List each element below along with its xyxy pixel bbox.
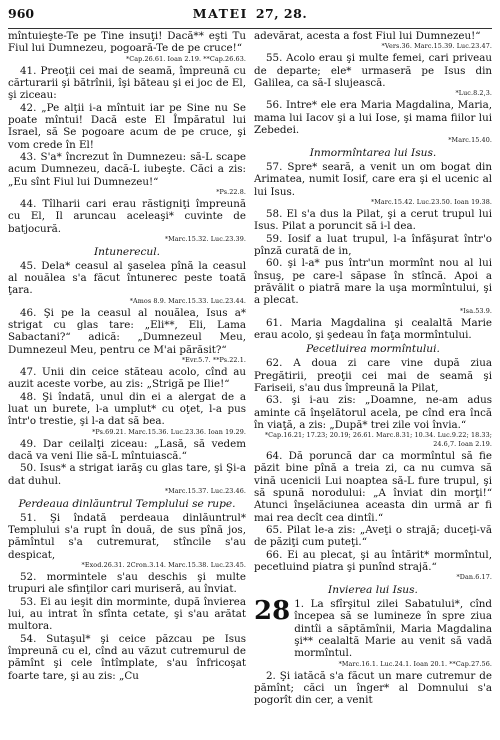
verse: 65. Pilat le-a zis: „Aveţi o strajă; duceţi-vă de păziţi cum puteţi.“ <box>254 524 492 549</box>
section-heading: Invierea lui Isus. <box>328 583 418 596</box>
cross-reference: *Vers.36. Marc.15.39. Luc.23.47. <box>381 42 492 51</box>
verse: 49. Dar ceilalţi ziceau: „Lasă, să vedem dacă va veni Ilie să-L mîntuiască.“ <box>8 437 246 463</box>
cross-reference: *Ps.22.8. <box>216 188 246 197</box>
verse: 64. Dă poruncă dar ca mormîntul să fie păzit bine pînă a treia zi, ca nu cumva să vină ucenicii Lui noaptea să-L fure trupul, şi să spună norodului: „A înviat din morţi!“ Atunci înşelăciunea aceasta din urmă ar fi mai rea decît cea dintîi.“ <box>254 449 492 524</box>
verse: 45. Dela* ceasul al şaselea pînă la ceasul al nouălea s'a făcut întunerec peste toată ţara. <box>8 259 246 297</box>
chapter-start <box>254 595 492 660</box>
verse: 50. Isus* a strigat iarăş cu glas tare, şi Şi-a dat duhul. <box>8 462 246 487</box>
section-heading: Perdeaua dinlăuntrul Templului se rupe. <box>18 497 236 510</box>
cross-reference: *Amos 8.9. Marc.15.33. Luc.23.44. <box>129 296 246 305</box>
verse: 44. Tîlharii cari erau răstigniţi împreună cu El, Il aruncau aceleaşi* cuvinte de batjocură. <box>8 198 246 235</box>
verse: 42. „Pe alţii i-a mîntuit iar pe Sine nu Se poate mîntui! Dacă este El Împăratul lui Israel, să Se pogoare acum de pe cruce, şi vom crede în El! <box>8 101 246 151</box>
cross-reference: *Evr.5.7. **Ps.22.1. <box>181 356 246 365</box>
cross-reference: *Marc.15.37. Luc.23.46. <box>164 487 246 496</box>
verse-continuation: adevărat, acesta a fost Fiul lui Dumnezeu!“ <box>254 30 481 42</box>
verse: 46. Şi pe la ceasul al nouălea, Isus a* strigat cu glas tare: „Eli**, Eli, Lama Sabactani?“ adică: „Dumnezeul Meu, Dumnezeul Meu, pentru ce M'ai părăsit?“ <box>8 306 246 356</box>
book-name: MATEI <box>192 6 248 21</box>
cross-reference: *Luc.8.2,3. <box>455 89 492 98</box>
verse: 59. Iosif a luat trupul, l-a înfăşurat într'o pînză curată de in, <box>254 232 492 257</box>
verse: 2. Şi iatăcă s'a făcut un mare cutremur de pămînt; căci un înger* al Domnului s'a pogorît din cer, a venit <box>254 669 492 707</box>
verse: 61. Maria Magdalina şi cealaltă Marie erau acolo, şi şedeau în faţa mormîntului. <box>254 316 492 342</box>
verse: 55. Acolo erau şi multe femei, cari priveau de departe; ele* urmaseră pe Isus din Galilea, ca să-I slujească. <box>254 52 492 90</box>
verse: 1. La sfîrşitul zilei Sabatului*, cînd începea să se lumineze în spre ziua dintîi a săptămînii, Maria Magdalina şi** cealaltă Marie au venit să vadă mormîntul. <box>294 597 492 660</box>
section-heading: Intunerecul. <box>93 245 161 258</box>
verse: 56. Intre* ele era Maria Magdalina, Maria, mama lui Iacov şi a lui Iose, şi mama fiilor lui Zebedei. <box>254 99 492 137</box>
right-column <box>254 30 492 707</box>
cross-reference: *Marc.15.42. Luc.23.50. Ioan 19.38. <box>370 197 492 206</box>
left-column <box>8 30 246 707</box>
chapter-range: 27, 28. <box>255 6 308 21</box>
cross-reference: *Marc.15.32. Luc.23.39. <box>164 235 246 244</box>
verse: 48. Şi îndată, unul din ei a alergat de a luat un burete, l-a umplut* cu oţet, l-a pus într'o trestie, şi l-a dat să bea. <box>8 390 246 428</box>
verse: 51. Şi îndată perdeaua dinlăuntrul* Templului s'a rupt în două, de sus pînă jos, pămîntul s'a cutremurat, stîncile s'au despicat, <box>8 511 246 561</box>
verse: 53. Ei au ieşit din morminte, după învierea lui, au intrat în sfînta cetate, şi s'au arătat multora. <box>8 595 246 633</box>
cross-reference: *Isa.53.9. <box>459 306 492 315</box>
cross-reference: *Ps.69.21. Marc.15.36. Luc.23.36. Ioan 19.29. <box>92 427 246 436</box>
cross-reference: *Exod.26.31. 2Cron.3.14. Marc.15.38. Luc.23.45. <box>81 561 246 570</box>
verse: 58. El s'a dus la Pilat, şi a cerut trupul lui Isus. Pilat a poruncit să i-l dea. <box>254 207 492 233</box>
verse: 54. Sutaşul* şi ceice păzcau pe Isus împreună cu el, cînd au văzut cutremurul de pămînt şi cele întîmplate, s'au înfricoşat foarte tare, şi au zis: „Cu <box>8 632 246 682</box>
verse: 62. A doua zi care vine după ziua Pregătirii, preoţii cei mai de seamă şi Fariseii, s'au dus împreună la Pilat, <box>254 357 492 395</box>
verse: 43. S'a* încrezut în Dumnezeu: să-L scape acum Dumnezeu, dacă-L iubeşte. Căci a zis: „Eu sînt Fiul lui Dumnezeu!“ <box>8 151 246 188</box>
cross-reference: *Marc.16.1. Luc.24.1. Ioan 20.1. **Cap.27.56. <box>338 659 492 668</box>
chapter-number: 28 <box>254 595 291 626</box>
verse: 57. Spre* seară, a venit un om bogat din Arimatea, numit Iosif, care era şi el ucenic al lui Isus. <box>254 160 492 198</box>
verse: 63. şi i-au zis: „Doamne, ne-am adus aminte că înşelătorul acela, pe cînd era încă în viaţă, a zis: „După* trei zile voi învia.“ <box>254 394 492 432</box>
verse: 47. Unii din ceice stăteau acolo, cînd au auzit aceste vorbe, au zis: „Strigă pe Ilie!“ <box>8 366 246 391</box>
section-heading: Inmormîntarea lui Isus. <box>309 146 437 159</box>
text-columns <box>8 30 492 707</box>
page-number: 960 <box>8 6 35 21</box>
verse: 66. Ei au plecat, şi au întărit* mormîntul, pecetluind piatra şi punînd strajă.“ <box>254 548 492 574</box>
cross-reference: *Marc.15.40. <box>448 136 492 145</box>
cross-reference: *Cap.26.61. Ioan 2.19. **Cap.26.63. <box>125 54 246 63</box>
cross-reference: *Dan.6.17. <box>456 573 492 582</box>
cross-reference: *Cap.16.21; 17.23; 20.19; 26.61. Marc.8.31; 10.34. Luc.9.22; 18.33; 24.6,7. Ioan 2.19. <box>264 431 492 448</box>
section-heading: Pecetluirea mormîntului. <box>306 343 440 356</box>
verse: 52. mormintele s'au deschis şi multe trupuri ale sfinţilor cari muriseră, au înviat. <box>8 571 246 596</box>
verse-continuation: mîntuieşte-Te pe Tine insuţi! Dacă** eşti Tu Fiul lui Dumnezeu, pogoară-Te de pe cruce!“ <box>8 30 246 55</box>
running-head <box>48 6 492 21</box>
page-header <box>8 6 492 26</box>
verse: 41. Preoţii cei mai de seamă, împreună cu cărturarii şi bătrînii, îşi băteau şi ei joc de El, şi ziceau: <box>8 64 246 102</box>
header-rule <box>8 28 492 29</box>
verse: 60. şi l-a* pus într'un mormînt nou al lui însuş, pe care-l săpase în stîncă. Apoi a prăvălit o piatră mare la uşa mormîntului, şi a plecat. <box>254 257 492 307</box>
